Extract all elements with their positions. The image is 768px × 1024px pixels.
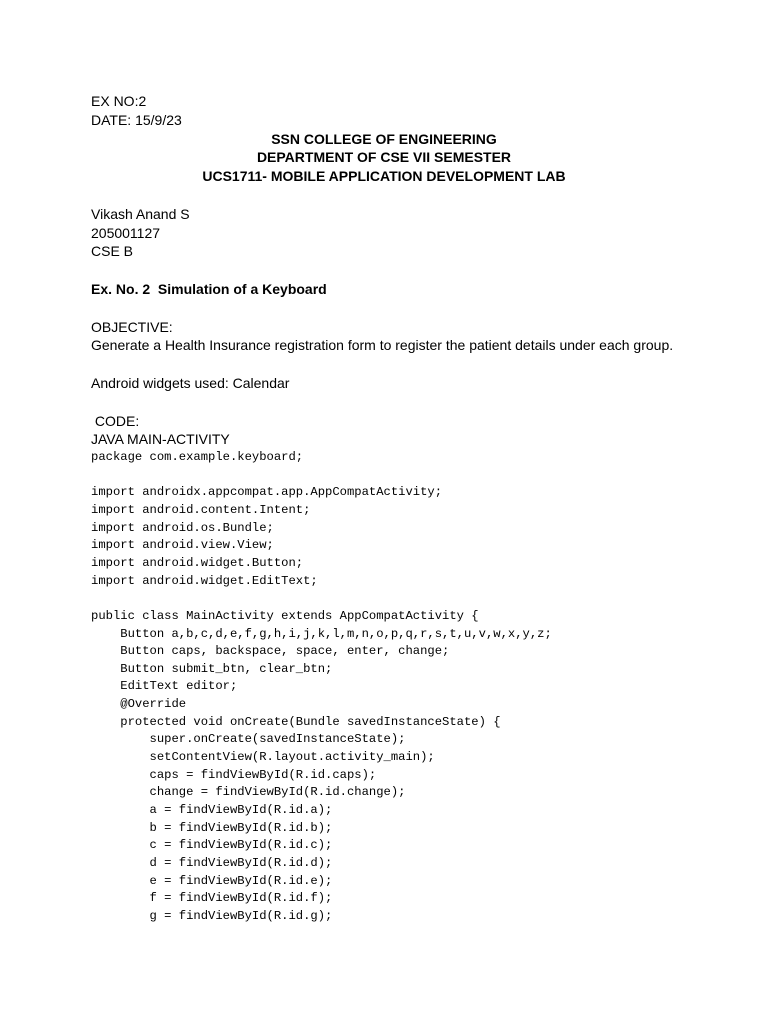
code-line [91, 467, 711, 485]
document-page [91, 92, 711, 925]
department: DEPARTMENT OF CSE VII SEMESTER [256, 149, 512, 166]
code-line: @Override [91, 697, 187, 712]
spacer [91, 261, 711, 280]
code-line: import android.content.Intent; [91, 503, 311, 518]
code-line: EditText editor; [91, 679, 238, 694]
college-name: SSN COLLEGE OF ENGINEERING [271, 130, 497, 147]
course-title: UCS1711- MOBILE APPLICATION DEVELOPMENT LAB [202, 168, 566, 185]
java-label: JAVA MAIN-ACTIVITY [91, 431, 230, 448]
code-line: a = findViewById(R.id.a); [91, 802, 333, 817]
code-line: super.onCreate(savedInstanceState); [91, 732, 406, 747]
code-line: e = findViewById(R.id.e); [91, 873, 333, 888]
widgets-used: Android widgets used: Calendar [91, 374, 290, 391]
spacer [91, 355, 711, 374]
spacer [91, 393, 711, 412]
code-line: public class MainActivity extends AppCompatActivity { [91, 608, 479, 623]
code-line: Button submit_btn, clear_btn; [91, 661, 333, 676]
code-line: import android.widget.EditText; [91, 573, 318, 588]
spacer [91, 299, 711, 318]
code-line: change = findViewById(R.id.change); [91, 785, 406, 800]
objective-label: OBJECTIVE: [91, 318, 173, 335]
code-line: import android.widget.Button; [91, 555, 304, 570]
code-line [91, 590, 711, 608]
code-block [91, 449, 711, 925]
code-line: Button caps, backspace, space, enter, change; [91, 644, 450, 659]
code-line: c = findViewById(R.id.c); [91, 838, 333, 853]
code-line: g = findViewById(R.id.g); [91, 908, 333, 923]
code-line: Button a,b,c,d,e,f,g,h,i,j,k,l,m,n,o,p,q,r,s,t,u,v,w,x,y,z; [91, 626, 552, 641]
register-number: 205001127 [91, 224, 161, 241]
code-line: caps = findViewById(R.id.caps); [91, 767, 377, 782]
code-line: protected void onCreate(Bundle savedInstanceState) { [91, 714, 501, 729]
code-line: import android.view.View; [91, 538, 274, 553]
date: DATE: 15/9/23 [91, 111, 182, 128]
exercise-title: Ex. No. 2 Simulation of a Keyboard [91, 280, 327, 297]
ex-number: EX NO:2 [91, 93, 147, 109]
student-name: Vikash Anand S [91, 205, 190, 222]
code-line: d = findViewById(R.id.d); [91, 855, 333, 870]
code-line: b = findViewById(R.id.b); [91, 820, 333, 835]
code-line: f = findViewById(R.id.f); [91, 891, 333, 906]
objective-text: Generate a Health Insurance registration form to register the patient details under each group. [91, 337, 674, 354]
code-line: setContentView(R.layout.activity_main); [91, 750, 435, 765]
section: CSE B [91, 243, 134, 260]
code-line: import android.os.Bundle; [91, 520, 274, 535]
spacer [91, 186, 711, 205]
code-label: CODE: [91, 412, 140, 429]
code-line: import androidx.appcompat.app.AppCompatActivity; [91, 485, 443, 500]
code-line: package com.example.keyboard; [91, 450, 304, 465]
